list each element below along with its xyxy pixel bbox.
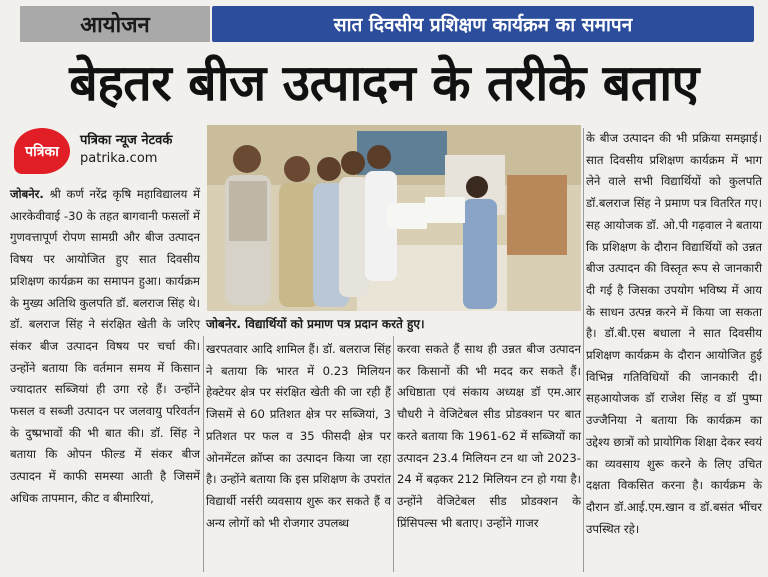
article-column-2	[206, 339, 391, 534]
photo-caption: जोबनेर. विद्यार्थियों को प्रमाण पत्र प्रदान करते हुए।	[206, 317, 425, 331]
column-4-text: के बीज उत्पादन की भी प्रक्रिया समझाई। सात दिवसीय प्रशिक्षण कार्यक्रम में भाग लेने वाले सभी विद्यार्थियों को कुलपति डॉ.बलराज सिंह ने प्रमाण पत्र वितरित गए। सह आयोजक डॉ. ओ.पी गढ़वाल ने बताया कि प्रशिक्षण के दौरान विद्यार्थियों को उन्नत बीज उत्पादन की विस्तृत रूप से जानकारी दी गई है जिसका उपयोग भविष्य में आय के साधन उत्पन्न करने में किया जा सकता है। डॉ.बी.एस बधाला ने सात दिवसीय प्रशिक्षण कार्यक्रम के दौरान आयोजित हुई विभिन्न गतिविधियों की जानकारी दी। सहआयोजक डॉ राजेश सिंह व डॉ पुष्पा उज्जैनिया ने बताया कि कार्यक्रम का उद्देश्य छात्रों को प्रायोगिक शिक्षा देकर स्वयं का व्यवसाय शुरू करने के लिए उचित दक्षता विकसित करना है। कार्यक्रम के दौरान डॉ.आई.एम.खान व डॉ.बसंत भींचर उपस्थित रहे।	[586, 131, 762, 536]
column-3-text: करवा सकते हैं साथ ही उन्नत बीज उत्पादन कर किसानों की भी मदद कर सकते हैं। अधिष्ठाता एवं संकाय अध्यक्ष डॉ एम.आर चौधरी ने वेजिटेबल सीड प्रोडक्शन पर बात करते बताया कि 1961-62 में सब्जियों का उत्पादन 23.4 मिलियन टन था जो 2023-24 में बढ़कर 212 मिलियन टन हो गया है। उन्होंने वेजिटेबल सीड प्रोडक्शन के प्रिंसिपल्स भी बताए। उन्होंने गाजर	[397, 342, 581, 530]
subheadline-bar	[212, 6, 754, 42]
patrika-logo	[14, 128, 70, 174]
logo-text: पत्रिका	[25, 143, 59, 160]
kicker-label: आयोजन	[80, 13, 150, 38]
headline: बेहतर बीज उत्पादन के तरीके बताए	[69, 53, 699, 112]
subheadline: सात दिवसीय प्रशिक्षण कार्यक्रम का समापन	[333, 14, 633, 36]
article-photo	[207, 125, 581, 311]
news-network-name: पत्रिका न्यूज नेटवर्क	[80, 133, 173, 148]
article-column-4	[586, 128, 762, 540]
column-divider	[203, 336, 204, 572]
column-divider	[393, 336, 394, 572]
article-column-3	[397, 339, 581, 534]
article-column-1	[10, 184, 200, 510]
certificate-ceremony-image	[207, 125, 581, 311]
dateline: जोबनेर.	[10, 187, 44, 201]
column-divider	[583, 128, 584, 572]
column-1-text: श्री कर्ण नरेंद्र कृषि महाविद्यालय में आरकेवीवाई -30 के तहत बागवानी फसलों में गुणवत्तापूर्ण रोपण सामग्री और बीज उत्पादन विषय पर आयोजित हुए सात दिवसीय प्रशिक्षण कार्यक्रम का समापन हुआ। कार्यक्रम के मुख्य अतिथि कुलपति डॉ. बलराज सिंह थे। डॉ. बलराज सिंह ने संरक्षित खेती के जरिए संकर बीज उत्पादन विषय पर चर्चा की। उन्होंने बताया कि वर्तमान समय में किसान ज्यादातर सब्जियां ही उगा रहे हैं। उन्होंने फसल व सब्जी उत्पादन पर जलवायु परिवर्तन के दुष्प्रभावों की भी बात की। डॉ. सिंह ने बताया कि ओपन फील्ड में संकर बीज उत्पादन में काफी समस्या आती है जिसमें अधिक तापमान, कीट व बीमारियां,	[10, 187, 200, 505]
site-url: patrika.com	[80, 151, 158, 166]
section-kicker	[20, 6, 210, 42]
column-2-text: खरपतवार आदि शामिल हैं। डॉ. बलराज सिंह ने बताया कि भारत में 0.23 मिलियन हेक्टेयर क्षेत्र पर संरक्षित खेती की जा रही हैं जिसमें से 60 प्रतिशत क्षेत्र पर सब्जियां, 3 प्रतिशत पर फल व 35 फीसदी क्षेत्र पर ओनमेंटल क्रॉप्स का उत्पादन किया जा रहा है। उन्होंने बताया कि इस प्रशिक्षण के उपरांत विद्यार्थी नर्सरी व्यवसाय शुरू कर सकते हैं व अन्य लोगों को भी रोजगार उपलब्ध	[206, 342, 391, 530]
